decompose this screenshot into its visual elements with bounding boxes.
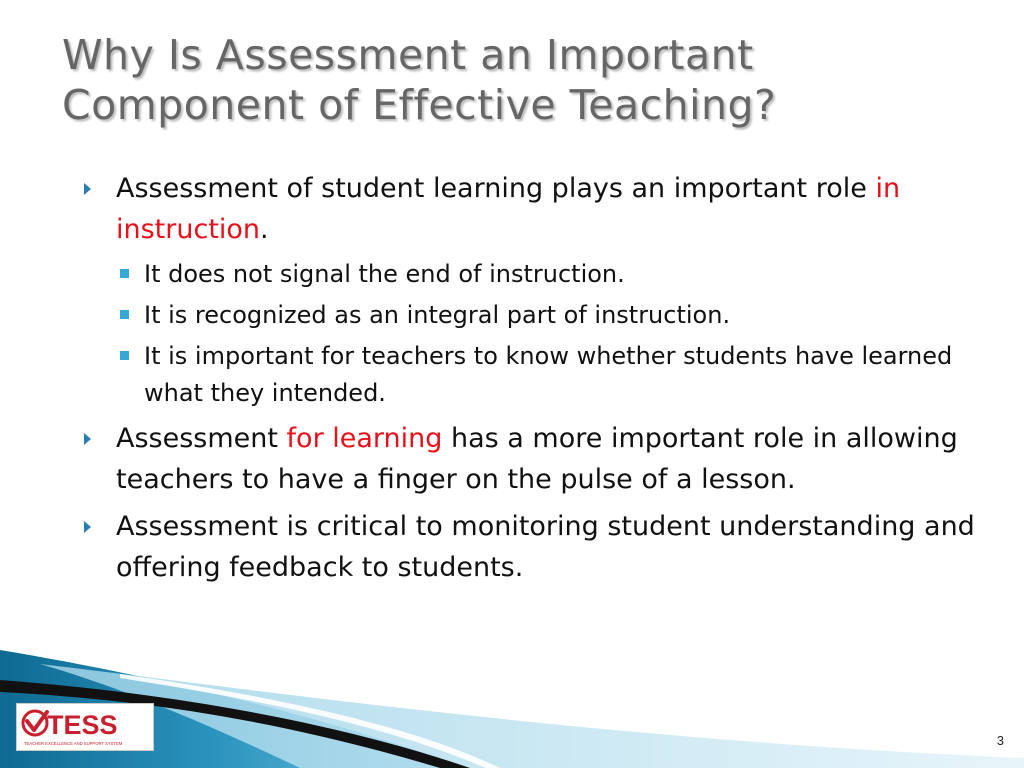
page-number: 3 bbox=[996, 733, 1004, 748]
sub-bullet-2 bbox=[84, 297, 984, 334]
sub-bullet-3-text: It is important for teachers to know whether students have learned what they intended. bbox=[144, 342, 953, 407]
sub-bullet-3 bbox=[84, 338, 984, 412]
bullet-2-text-end: has a more important role in allowing teachers to have a finger on the pulse of a lesson. bbox=[116, 423, 958, 495]
bullet-1-emphasis: in instruction bbox=[116, 173, 901, 245]
square-bullet-icon bbox=[120, 310, 129, 319]
tess-logo bbox=[16, 703, 154, 751]
bullet-1-punct: . bbox=[260, 214, 269, 245]
bullet-3 bbox=[84, 506, 984, 588]
bullet-2-emphasis: for learning bbox=[286, 423, 443, 454]
tess-tagline: TEACHER EXCELLENCE AND SUPPORT SYSTEM bbox=[24, 741, 123, 746]
tess-logo-graphic bbox=[19, 706, 151, 748]
sub-bullet-1-text: It does not signal the end of instruction. bbox=[144, 260, 625, 288]
arrow-bullet-icon bbox=[84, 521, 91, 533]
square-bullet-icon bbox=[120, 351, 129, 360]
bullet-1-sub-list bbox=[84, 256, 984, 412]
square-bullet-icon bbox=[120, 269, 129, 278]
arrow-bullet-icon bbox=[84, 183, 91, 195]
sub-bullet-2-text: It is recognized as an integral part of instruction. bbox=[144, 301, 731, 329]
bullet-3-text: Assessment is critical to monitoring student understanding and offering feedback to students. bbox=[116, 511, 975, 583]
bullet-1 bbox=[84, 168, 984, 250]
tess-wordmark: TESS bbox=[47, 710, 118, 740]
arrow-bullet-icon bbox=[84, 433, 91, 445]
slide-body bbox=[84, 168, 984, 594]
bullet-2 bbox=[84, 418, 984, 500]
sub-bullet-1 bbox=[84, 256, 984, 293]
slide-title: Why Is Assessment an Important Component of Effective Teaching? bbox=[62, 31, 777, 129]
bullet-1-text: Assessment of student learning plays an important role bbox=[116, 173, 876, 204]
bullet-2-text: Assessment bbox=[116, 423, 287, 454]
